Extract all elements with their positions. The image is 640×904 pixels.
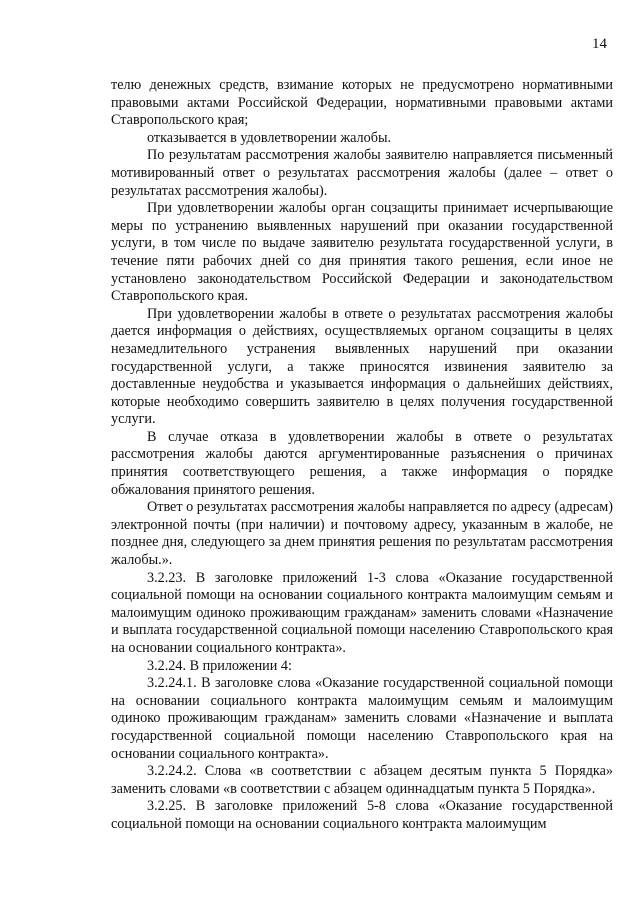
page-number: 14 xyxy=(592,36,607,52)
paragraph: 3.2.23. В заголовке приложений 1-3 слова «Оказание государственной социальной помощи на основании социального контракта малоимущим семьям и малоимущим одиноко проживающим гражданам» заменить словами «Назначение и выплата государственной социальной помощи населению Ставропольского края на основании социального контракта». xyxy=(111,569,613,656)
paragraph: телю денежных средств, взимание которых не предусмотрено нормативными правовыми актами Российской Федерации, нормативными правовыми актами Ставропольского края; xyxy=(111,77,613,129)
paragraph: 3.2.24.1. В заголовке слова «Оказание государственной социальной помощи на основании социального контракта малоимущим семьям и малоимущим одиноко проживающим гражданам» заменить словами «Назначение и выплата государственной социальной помощи населению Ставропольского края на основании социального контракта». xyxy=(111,675,613,762)
paragraph: отказывается в удовлетворении жалобы. xyxy=(147,129,392,146)
paragraph: Ответ о результатах рассмотрения жалобы направляется по адресу (адресам) электронной почты (при наличии) и почтовому адресу, указанным в жалобе, не позднее дня, следующего за днем принятия решения по результатам рассмотрения жалобы.». xyxy=(111,499,613,569)
paragraph: При удовлетворении жалобы орган соцзащиты принимает исчерпывающие меры по устранению выявленных нарушений при оказании государственной услуги, в том числе по выдаче заявителю результата государственной услуги, в течение пяти рабочих дней со дня принятия такого решения, если иное не установлено законодательством Российской Федерации и законодательством Ставропольского края. xyxy=(111,200,613,305)
paragraph: В случае отказа в удовлетворении жалобы в ответе о результатах рассмотрения жалобы даются аргументированные разъяснения о причинах принятия соответствующего решения, а также информация о порядке обжалования принятого решения. xyxy=(111,428,613,498)
paragraph: По результатам рассмотрения жалобы заявителю направляется письменный мотивированный ответ о результатах рассмотрения жалобы (далее – ответ о результатах рассмотрения жалобы). xyxy=(111,147,613,199)
paragraph: 3.2.24. В приложении 4: xyxy=(147,657,292,674)
paragraph: 3.2.25. В заголовке приложений 5-8 слова «Оказание государственной социальной помощи на основании социального контракта малоимущим xyxy=(111,798,613,832)
document-body xyxy=(111,77,613,834)
paragraph: При удовлетворении жалобы в ответе о результатах рассмотрения жалобы дается информация о действиях, осуществляемых органом соцзащиты в целях незамедлительного устранения выявленных нарушений при оказании государственной услуги, а также приносятся извинения заявителю за доставленные неудобства и указывается информация о дальнейших действиях, которые необходимо совершить заявителю в целях получения государственной услуги. xyxy=(111,305,613,428)
paragraph: 3.2.24.2. Слова «в соответствии с абзацем десятым пункта 5 Порядка» заменить словами «в соответствии с абзацем одиннадцатым пункта 5 Порядка». xyxy=(111,763,613,797)
